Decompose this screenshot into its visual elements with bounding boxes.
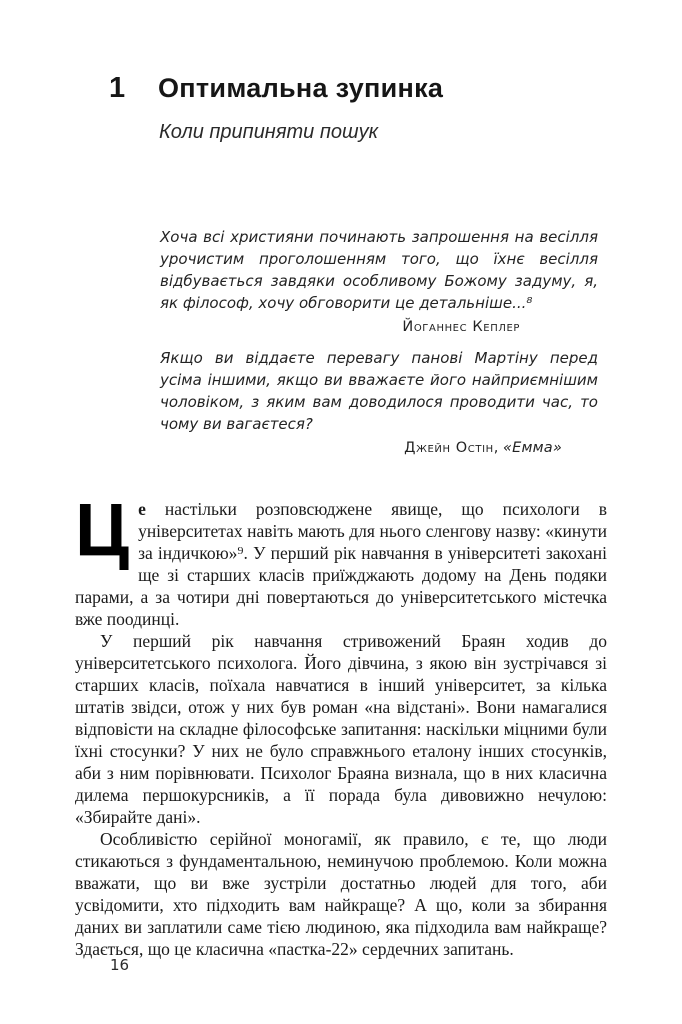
page-title: Оптимальна зупинка	[158, 73, 444, 103]
epigraph-author: Джейн Остін,	[404, 440, 499, 456]
paragraph-text: настільки розповсюджене явище, що психологи в університетах навіть мають для нього сленгову назву: «кинути за індичкою»⁹. У перший рік навчання в університеті закохані ще зі старших класів приїжджають додому на День подяки парами, а за чотири дні повертаються до університетського містечка вже поодинці.	[75, 499, 607, 629]
epigraph-attribution	[160, 440, 598, 456]
epigraph-text: Хоча всі християни починають запрошення на весілля урочистим проголошенням того, що їхнє весілля відбувається завдяки особливому Божому задуму, я, як філософ, хочу обговорити це детальніше...⁸	[160, 228, 598, 312]
page-number: 16	[110, 956, 130, 974]
body-paragraph-2: У перший рік навчання стривожений Браян ходив до університетського психолога. Його дівчина, з якою він зустрічався зі старших класів, поїхала навчатися в інший університет, за кілька штатів звідси, отож у них був роман «на відстані». Вони намагалися відповісти на складне філософське запитання: наскільки міцними були їхні стосунки? У них не було справжнього еталону інших стосунків, аби з ним порівнювати. Психолог Браяна визнала, що в них класична дилема першокурсників, а її порада була дивовижно нечулою: «Збирайте дані».	[75, 631, 607, 827]
body-paragraph-3: Особливістю серійної моногамії, як правило, є те, що люди стикаються з фундаментальною, неминучою проблемою. Коли можна вважати, що ви вже зустріли достатньо людей для того, аби усвідомити, хто підходить вам найкраще? А що, коли за збирання даних ви заплатили саме тією людиною, яка підходила вам найкраще? Здається, що це класична «пастка-22» сердечних запитань.	[75, 829, 607, 959]
epigraph-work-title: «Емма»	[502, 440, 562, 456]
chapter-subtitle: Коли припиняти пошук	[159, 121, 379, 143]
epigraph-kepler	[160, 226, 598, 335]
lead-letter: е	[138, 499, 146, 519]
epigraph-block	[160, 226, 598, 456]
body-paragraph-1	[75, 488, 607, 630]
epigraph-author: Йоганнес Кеплер	[402, 319, 520, 335]
drop-cap: Ц	[75, 488, 130, 571]
epigraph-text: Якщо ви віддаєте перевагу панові Мартіну перед усіма іншими, якщо ви вважаєте його найприємнішим чоловіком, з яким вам доводилося проводити час, то чому ви вагаєтеся?	[160, 349, 598, 433]
body-text	[75, 488, 607, 960]
epigraph-attribution	[160, 319, 598, 335]
chapter-number: 1	[109, 72, 126, 104]
epigraph-austen	[160, 347, 598, 456]
